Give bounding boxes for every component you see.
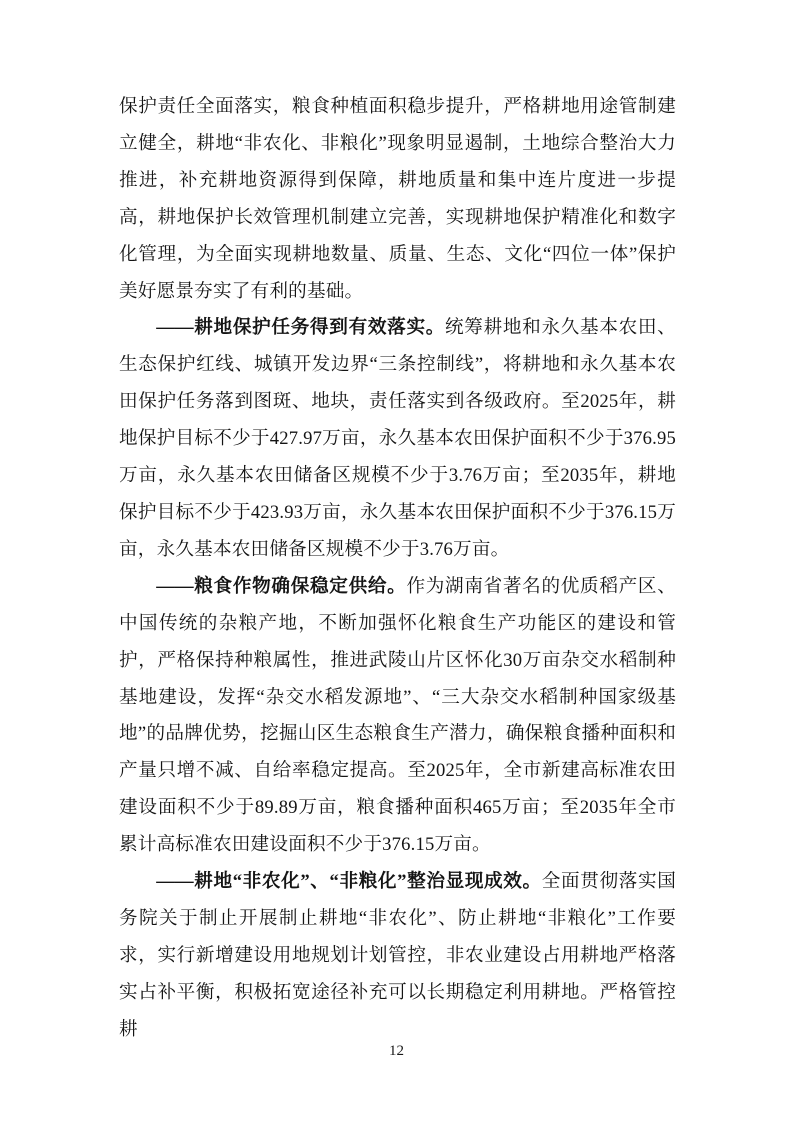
paragraph — [119, 89, 676, 310]
paragraph-text: 全面贯彻落实国务院关于制止开展制止耕地“非农化”、防止耕地“非粮化”工作要求，实行新增建设用地规划计划管控，非农业建设占用耕地严格落实占补平衡，积极拓宽途径补充可以长期稳定利用耕地。严格管控耕 — [119, 871, 676, 1040]
paragraph-text: 作为湖南省著名的优质稻产区、中国传统的杂粮产地，不断加强怀化粮食生产功能区的建设和管护，严格保持种粮属性，推进武陵山片区怀化30万亩杂交水稻制种基地建设，发挥“杂交水稻发源地”、“三大杂交水稻制种国家级基地”的品牌优势，挖掘山区生态粮食生产潜力，确保粮食播种面积和产量只增不减、自给率稳定提高。至2025年，全市新建高标准农田建设面积不少于89.89万亩，粮食播种面积465万亩；至2035年全市累计高标准农田建设面积不少于376.15万亩。 — [119, 575, 676, 856]
paragraph — [119, 310, 676, 568]
paragraph-text: 保护责任全面落实，粮食种植面积稳步提升，严格耕地用途管制建立健全，耕地“非农化、非粮化”现象明显遏制，土地综合整治大力推进，补充耕地资源得到保障，耕地质量和集中连片度进一步提高，耕地保护长效管理机制建立完善，实现耕地保护精准化和数字化管理，为全面实现耕地数量、质量、生态、文化“四位一体”保护美好愿景夯实了有利的基础。 — [119, 96, 676, 302]
paragraph-lead: ——耕地“非农化”、“非粮化”整治显现成效。 — [156, 871, 542, 893]
page-number: 12 — [389, 1043, 404, 1059]
paragraph-lead: ——粮食作物确保稳定供给。 — [156, 575, 407, 597]
paragraph — [119, 569, 676, 864]
paragraph-text: 统筹耕地和永久基本农田、生态保护红线、城镇开发边界“三条控制线”，将耕地和永久基本农田保护任务落到图斑、地块，责任落实到各级政府。至2025年，耕地保护目标不少于427.97万亩，永久基本农田保护面积不少于376.95万亩，永久基本农田储备区规模不少于3.76万亩；至2035年，耕地保护目标不少于423.93万亩，永久基本农田保护面积不少于376.15万亩，永久基本农田储备区规模不少于3.76万亩。 — [119, 317, 676, 560]
paragraph — [119, 864, 676, 1049]
document-body — [119, 89, 676, 1049]
paragraph-lead: ——耕地保护任务得到有效落实。 — [156, 317, 446, 339]
